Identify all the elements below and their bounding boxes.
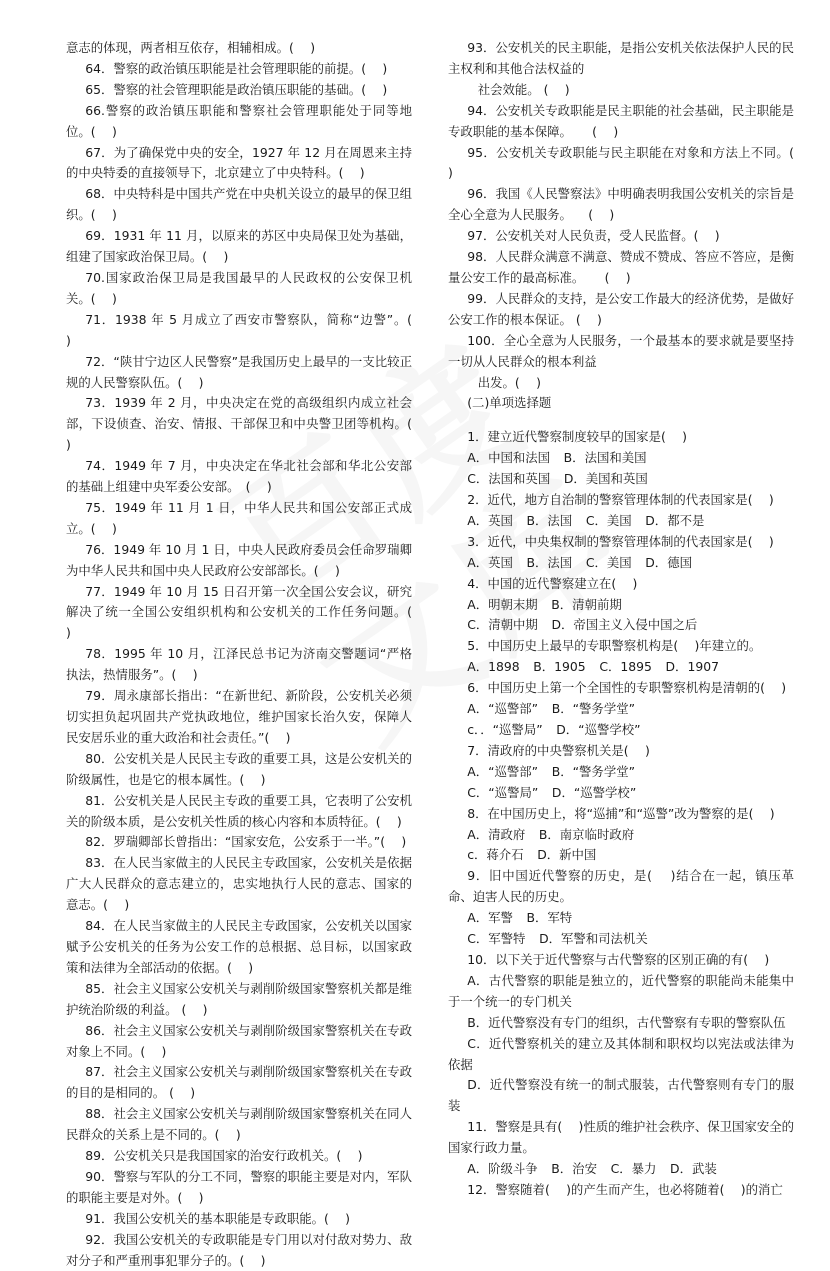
right-paragraph: B．近代警察没有专门的组织，古代警察有专职的警察队伍	[467, 1014, 786, 1030]
right-option-row	[448, 657, 794, 678]
right-option-row	[448, 908, 794, 929]
option-text: D．1907	[665, 659, 719, 675]
right-paragraph: 98．人民群众满意不满意、赞成不赞成、答应不答应，是衡量公安工作的最高标准。 ( )	[448, 249, 794, 285]
right-option-row	[448, 595, 794, 616]
right-paragraph: 10．以下关于近代警察与古代警察的区别正确的有( )	[467, 951, 770, 967]
left-paragraph: 70.国家政治保卫局是我国最早的人民政权的公安保卫机关。( )	[66, 269, 412, 306]
right-option-row	[448, 720, 794, 741]
right-option-row	[448, 825, 794, 846]
right-paragraph: 11．警察是具有( )性质的维护社会秩序、保卫国家安全的国家行政力量。	[448, 1119, 794, 1156]
left-paragraph: 87．社会主义国家公安机关与剥削阶级国家警察机关在专政的目的是相同的。 ( )	[66, 1064, 412, 1101]
right-option-row	[448, 845, 794, 866]
left-paragraph: 92．我国公安机关的专政职能是专门用以对付敌对势力、敌对分子和严重刑事犯罪分子的。( )	[66, 1231, 412, 1268]
left-paragraph: 90．警察与军队的分工不同，警察的职能主要是对内，军队的职能主要是对外。( )	[66, 1168, 412, 1205]
option-text: C．美国	[585, 512, 632, 528]
left-paragraph: 86．社会主义国家公安机关与剥削阶级国家警察机关在专政对象上不同。( )	[66, 1022, 412, 1059]
right-option-row	[448, 511, 794, 532]
left-paragraph: 77．1949 年 10 月 15 日召开第一次全国公安会议，研究解决了统一全国公安组织机构和公安机关的工作任务问题。( )	[66, 583, 429, 641]
left-paragraph: 68．中央特科是中国共产党在中央机关设立的最早的保卫组织。( )	[66, 186, 412, 223]
right-paragraph: 94．公安机关专政职能是民主职能的社会基础，民主职能是专政职能的基本保障。 ( )	[448, 102, 794, 139]
right-paragraph: 100．全心全意为人民服务，一个最基本的要求就是要坚持一切从人民群众的根本利益	[448, 332, 794, 369]
right-option-row	[448, 615, 794, 636]
option-text: D．“巡警学校”	[556, 722, 641, 737]
left-paragraph: 81．公安机关是人民民主专政的重要工具，它表明了公安机关的阶级本质，是公安机关性质的核心内容和本质特征。( )	[66, 792, 412, 829]
option-text: A．英国	[467, 512, 513, 528]
option-text: C．1895	[599, 659, 652, 675]
right-column	[448, 38, 811, 1201]
option-text: D．新中国	[537, 847, 597, 863]
right-paragraph: 95．公安机关专政职能与民主职能在对象和方法上不同。( )	[448, 144, 811, 181]
option-text: B．“警务学堂”	[551, 763, 636, 779]
right-paragraph: 5．中国历史上最早的专职警察机构是( )年建立的。	[467, 638, 762, 654]
option-text: C．清朝中期	[467, 617, 538, 633]
left-paragraph: 71．1938 年 5 月成立了西安市警察队，简称“边警”。( )	[66, 311, 429, 348]
option-text: A．阶级斗争	[467, 1161, 538, 1177]
right-paragraph: 2．近代，地方自治制的警察管理体制的代表国家是( )	[467, 492, 774, 508]
option-text: A．军警	[467, 910, 513, 926]
right-option-row	[448, 929, 794, 950]
right-paragraph: 3．近代，中央集权制的警察管理体制的代表国家是( )	[467, 533, 774, 549]
right-option-row	[448, 553, 794, 574]
left-paragraph: 76．1949 年 10 月 1 日，中央人民政府委员会任命罗瑞卿为中华人民共和国中央人民政府公安部部长。( )	[66, 541, 412, 578]
option-text: A．明朝末期	[467, 596, 538, 612]
left-paragraph: 72．“陕甘宁边区人民警察”是我国历史上最早的一支比较正规的人民警察队伍。( )	[66, 353, 412, 390]
right-paragraph: D．近代警察没有统一的制式服装，古代警察则有专门的服装	[448, 1077, 794, 1114]
option-text: c．．“巡警局”	[467, 722, 543, 737]
option-text: A．“巡警部”	[467, 763, 539, 779]
right-paragraph: 99．人民群众的支持，是公安工作最大的经济优势，是做好公安工作的根本保证。 ( )	[448, 290, 794, 327]
option-text: A．“巡警部”	[467, 701, 539, 717]
option-text: D．美国和英国	[563, 471, 648, 487]
left-paragraph: 64．警察的政治镇压职能是社会管理职能的前提。( )	[85, 60, 388, 76]
option-text: B．法国	[526, 554, 573, 570]
right-paragraph: 97．公安机关对人民负责，受人民监督。( )	[467, 228, 720, 244]
right-paragraph: 4．中国的近代警察建立在( )	[467, 575, 638, 591]
right-option-row	[448, 448, 794, 469]
right-paragraph: 12．警察随着( )的产生而产生，也必将随着( )的消亡	[467, 1181, 783, 1197]
option-text: D．武装	[670, 1161, 717, 1177]
option-text: B．法国和美国	[563, 450, 647, 466]
option-text: c．蒋介石	[467, 847, 524, 863]
option-text: C．军警特	[467, 931, 526, 947]
option-text: A．中国和法国	[467, 450, 551, 466]
left-paragraph: 65．警察的社会管理职能是政治镇压职能的基础。( )	[85, 81, 388, 97]
right-paragraph: 8．在中国历史上，将“巡捕”和“巡警”改为警察的是( )	[467, 805, 775, 821]
left-paragraph: 85．社会主义国家公安机关与剥削阶级国家警察机关都是维护统治阶级的利益。 ( )	[66, 980, 412, 1017]
option-text: B．治安	[551, 1161, 597, 1177]
left-paragraph: 75．1949 年 11 月 1 日，中华人民共和国公安部正式成立。( )	[66, 499, 412, 536]
right-paragraph: A．古代警察的职能是独立的，近代警察的职能尚未能集中于一个统一的专门机关	[448, 972, 794, 1009]
option-text: A．清政府	[467, 826, 526, 842]
right-paragraph: 社会效能。 ( )	[477, 81, 570, 97]
right-option-row	[448, 699, 794, 720]
left-paragraph: 91．我国公安机关的基本职能是专政职能。( )	[85, 1210, 351, 1226]
right-option-row	[448, 783, 794, 804]
left-paragraph: 78．1995 年 10 月，江泽民总书记为济南交警题词“严格执法，热情服务”。( )	[66, 646, 412, 683]
right-paragraph: C．近代警察机关的建立及其体制和职权均以宪法或法律为依据	[448, 1035, 794, 1072]
option-text: B．1905	[533, 659, 586, 675]
right-paragraph: 93．公安机关的民主职能，是指公安机关依法保护人民的民主权利和其他合法权益的	[448, 40, 794, 76]
left-paragraph: 82．罗瑞卿部长曾指出：“国家安危，公安系于一半。”( )	[85, 834, 407, 850]
left-paragraph: 67．为了确保党中央的安全，1927 年 12 月在周恩来主持的中央特委的直接领导下，北京建立了中央特科。( )	[66, 144, 412, 181]
option-text: D．“巡警学校”	[551, 784, 637, 800]
left-paragraph: 66.警察的政治镇压职能和警察社会管理职能处于同等地位。( )	[66, 102, 412, 139]
option-text: D．德国	[645, 554, 692, 570]
left-paragraph: 意志的体现，两者相互依存，相辅相成。( )	[66, 40, 316, 55]
left-column	[66, 38, 429, 1271]
right-option-row	[448, 1159, 794, 1180]
right-paragraph: (二)单项选择题	[467, 395, 552, 411]
option-text: D．都不是	[645, 512, 705, 528]
right-paragraph: 出发。( )	[477, 374, 541, 390]
right-paragraph: 6．中国历史上第一个全国性的专职警察机构是清朝的( )	[467, 680, 787, 696]
option-text: C．美国	[585, 554, 632, 570]
right-option-row	[448, 762, 794, 783]
right-option-row	[448, 469, 794, 490]
option-text: C．法国和英国	[467, 471, 551, 487]
left-paragraph: 89．公安机关只是我国国家的治安行政机关。( )	[85, 1148, 363, 1164]
left-paragraph: 88．社会主义国家公安机关与剥削阶级国家警察机关在同人民群众的关系上是不同的。( )	[66, 1106, 412, 1143]
right-paragraph: 1．建立近代警察制度较早的国家是( )	[467, 429, 687, 445]
right-paragraph: 96．我国《人民警察法》中明确表明我国公安机关的宗旨是全心全意为人民服务。 ( )	[448, 186, 794, 223]
right-paragraph: 9．旧中国近代警察的历史，是( )结合在一起，镇压革命、迫害人民的历史。	[448, 868, 794, 905]
option-text: D．军警和司法机关	[539, 931, 648, 947]
option-text: C．暴力	[610, 1161, 657, 1177]
left-paragraph: 80．公安机关是人民民主专政的重要工具，这是公安机关的阶级属性，也是它的根本属性。( )	[66, 750, 412, 787]
left-paragraph: 69．1931 年 11 月，以原来的苏区中央局保卫处为基础，组建了国家政治保卫局。( )	[66, 228, 412, 265]
right-paragraph: 7．清政府的中央警察机关是( )	[467, 742, 650, 758]
option-text: B．“警务学堂”	[551, 701, 636, 717]
option-text: B．南京临时政府	[538, 826, 635, 842]
left-paragraph: 74．1949 年 7 月，中央决定在华北社会部和华北公安部的基础上组建中央军委公安部。 ( )	[66, 458, 412, 495]
left-paragraph: 84．在人民当家做主的人民民主专政国家，公安机关以国家赋予公安机关的任务为公安工作的总根据、总目标，以国家政策和法律为全部活动的依据。( )	[66, 918, 412, 975]
left-paragraph: 83．在人民当家做主的人民民主专政国家，公安机关是依据广大人民群众的意志建立的，忠实地执行人民的意志、国家的意志。( )	[66, 855, 412, 913]
option-text: D．帝国主义入侵中国之后	[551, 617, 698, 633]
option-text: C．“巡警局”	[467, 784, 539, 800]
option-text: A．英国	[467, 554, 513, 570]
option-text: B．法国	[526, 512, 573, 528]
option-text: B．军特	[526, 910, 573, 926]
option-text: B．清朝前期	[551, 596, 622, 612]
left-paragraph: 73．1939 年 2 月，中央决定在党的高级组织内成立社会部，下设侦查、治安、情报、干部保卫和中央警卫团等机构。( )	[66, 395, 429, 453]
left-paragraph: 79．周永康部长指出：“在新世纪、新阶段，公安机关必须切实担负起巩固共产党执政地位，维护国家长治久安，保障人民安居乐业的重大政治和社会责任。”( )	[66, 688, 412, 745]
option-text: A．1898	[467, 659, 520, 675]
